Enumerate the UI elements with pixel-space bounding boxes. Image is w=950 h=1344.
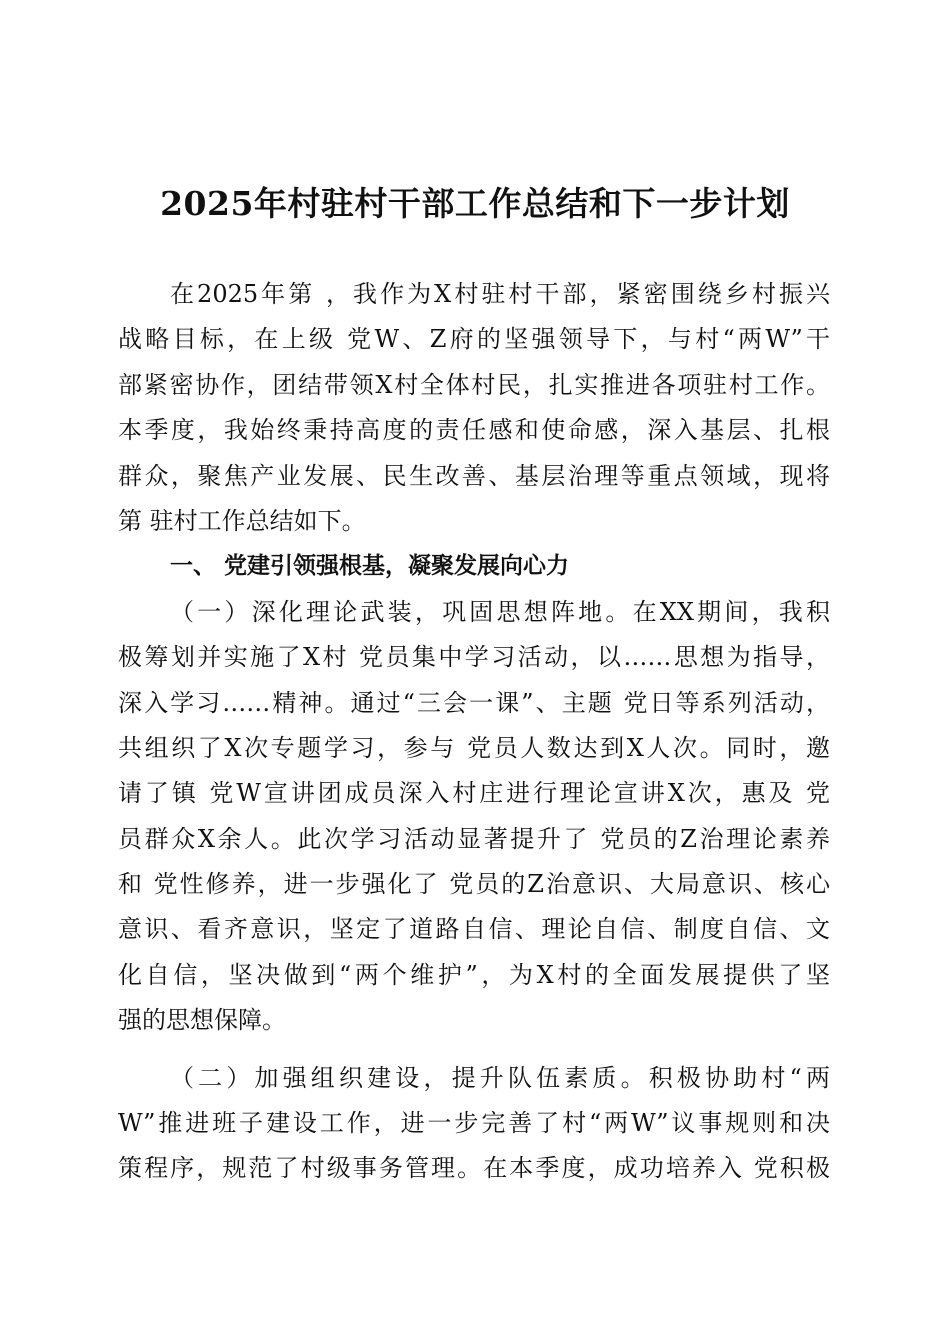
paragraph-line: 强的思想保障。	[118, 1006, 286, 1035]
intro-line: 本季度，我始终秉持高度的责任感和使命感，深入基层、扎根	[118, 416, 830, 445]
paragraph-line: 和 党性修养，进一步强化了 党员的Z治意识、大局意识、核心	[118, 870, 830, 899]
paragraph-line: W”推进班子建设工作，进一步完善了村“两W”议事规则和决	[118, 1109, 830, 1138]
paragraph-line: 请了镇 党W宣讲团成员深入村庄进行理论宣讲X次，惠及 党	[118, 779, 830, 808]
paragraph-line: 员群众X余人。此次学习活动显著提升了 党员的Z治理论素养	[118, 824, 830, 853]
paragraph-line: 策程序，规范了村级事务管理。在本季度，成功培养入 党积极	[118, 1154, 830, 1183]
intro-line: 群众，聚焦产业发展、民生改善、基层治理等重点领域，现将	[118, 461, 830, 490]
paragraph-line: 极筹划并实施了X村 党员集中学习活动，以……思想为指导，	[118, 643, 830, 672]
paragraph-line: 意识、看齐意识，坚定了道路自信、理论自信、制度自信、文	[118, 915, 830, 944]
intro-line: 在2025年第 ，我作为X村驻村干部，紧密围绕乡村振兴	[170, 280, 830, 308]
paragraph-line: 共组织了X次专题学习，参与 党员人数达到X人次。同时，邀	[118, 733, 830, 762]
document-title: 2025年村驻村干部工作总结和下一步计划	[160, 184, 790, 223]
paragraph-line: 化自信，坚决做到“两个维护”，为X村的全面发展提供了坚	[118, 960, 830, 989]
paragraph-line: （一）深化理论武装，巩固思想阵地。在XX期间，我积	[170, 597, 830, 626]
section-heading: 一、 党建引领强根基，凝聚发展向心力	[170, 553, 570, 580]
paragraph-line: 深入学习……精神。通过“三会一课”、主题 党日等系列活动，	[118, 688, 830, 717]
intro-line: 第 驻村工作总结如下。	[118, 506, 366, 535]
paragraph-line: （二）加强组织建设，提升队伍素质。积极协助村“两	[170, 1063, 830, 1092]
intro-line: 部紧密协作，团结带领X村全体村民，扎实推进各项驻村工作。	[118, 370, 830, 399]
intro-line: 战略目标，在上级 党W、Z府的坚强领导下，与村“两W”干	[118, 325, 830, 354]
document-body	[118, 272, 830, 1192]
